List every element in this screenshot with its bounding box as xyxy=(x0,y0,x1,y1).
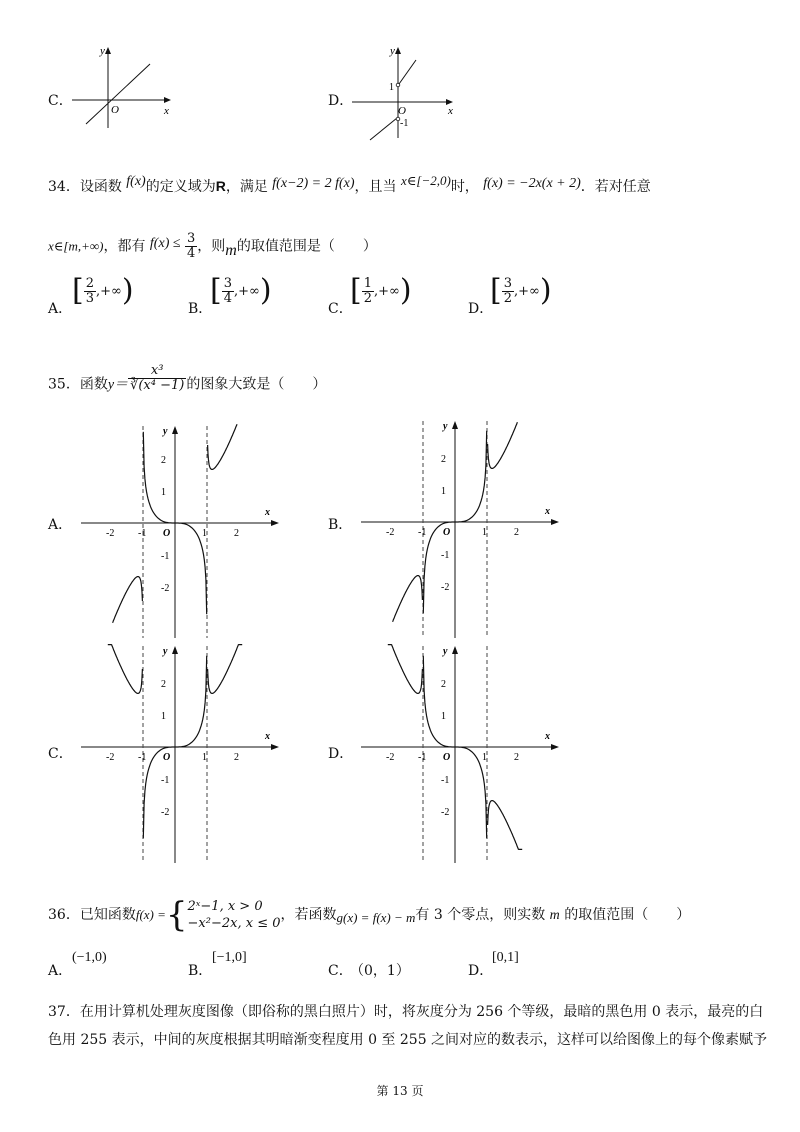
curve-right xyxy=(208,424,237,469)
q37-line2: 色用 255 表示，中间的灰度根据其明暗渐变程度用 0 至 255 之间对应的数表示，这样可以给图像上的每个像素赋予 xyxy=(48,1032,768,1048)
x-axis-arrow xyxy=(271,520,279,526)
x-tick-label: 1 xyxy=(202,752,207,763)
q35-option-c-label: C． xyxy=(48,746,73,762)
x-label: x xyxy=(545,506,550,517)
q36-case1: 2ˣ−1, x > 0 xyxy=(187,899,263,914)
q33-graph-d xyxy=(348,42,463,142)
frac-tail: ,+∞ xyxy=(96,283,122,299)
x-label: x xyxy=(164,105,169,117)
frac-den: 4 xyxy=(223,290,232,306)
q36-text1: 已知函数 xyxy=(79,907,136,923)
frac-num: 2 xyxy=(85,275,94,291)
x-tick-label: -1 xyxy=(418,752,427,763)
q34-text4: ，且当 xyxy=(354,179,397,195)
q35-text1: 函数 xyxy=(79,376,108,393)
q34-line2-d: 的取值范围是（ ） xyxy=(236,238,377,255)
q35-stem xyxy=(48,363,327,399)
curve-left xyxy=(113,577,143,623)
y-tick-label: -2 xyxy=(441,582,450,593)
y-tick-label: -1 xyxy=(161,551,170,562)
y-axis-arrow xyxy=(452,421,458,429)
y-label: y xyxy=(443,646,448,657)
q35-number: 35． xyxy=(48,376,80,393)
x-tick-label: 2 xyxy=(514,752,519,763)
x-label: x xyxy=(265,731,270,742)
q34-cond: x∈[−2,0) xyxy=(401,173,451,188)
q36-text4: 的取值范围（ ） xyxy=(564,907,691,923)
y-axis-arrow xyxy=(172,426,178,434)
q34-text5: 时， xyxy=(450,179,479,195)
y-tick-label: -1 xyxy=(441,550,450,561)
q34-text6: ．若对任意 xyxy=(580,179,651,195)
q36-case2: −x²−2x, x ≤ 0 xyxy=(187,916,281,931)
frac-num: 1 xyxy=(363,275,372,291)
y-tick-label: 1 xyxy=(441,711,446,722)
q36-text2: ，若函数 xyxy=(280,907,337,923)
q35-graph-d xyxy=(355,640,565,865)
origin-label: O xyxy=(163,752,171,763)
y-label: y xyxy=(443,421,448,432)
y-tick-label: 2 xyxy=(161,455,166,466)
q35-option-a-label: A． xyxy=(48,517,73,533)
x-tick-label: -2 xyxy=(106,528,115,539)
q34-text2: 的定义域为 xyxy=(145,179,216,195)
y-tick-label: 2 xyxy=(441,679,446,690)
curve-left xyxy=(388,645,423,694)
q35-graph-b xyxy=(355,415,565,640)
q34-eq2: f(x) = −2x(x + 2) xyxy=(483,176,581,191)
q36-option-d-label: D． xyxy=(468,963,494,979)
q34-ineq: f(x) ≤ xyxy=(149,235,181,251)
q34-options xyxy=(48,273,608,320)
q34-line2-c: ，则 xyxy=(197,238,226,255)
q36-fx-eq: f(x) = xyxy=(135,907,166,922)
x-tick-label: 2 xyxy=(514,527,519,538)
x-tick-label: 1 xyxy=(482,752,487,763)
x-tick-label: -1 xyxy=(138,528,147,539)
x-tick-label: -1 xyxy=(138,752,147,763)
y-tick-label: 2 xyxy=(441,454,446,465)
tick-neg1: -1 xyxy=(400,118,409,129)
origin-label: O xyxy=(163,528,171,539)
q34-option-d-value: [ $\frac{3}{2}$ ,+∞ ) xyxy=(490,273,552,308)
x-tick-label: -2 xyxy=(106,752,115,763)
q34-line2-a: x∈[m,+∞) xyxy=(48,238,104,254)
frac-num: 3 xyxy=(187,231,196,246)
q34-option-b-label: B． xyxy=(188,301,213,317)
q36-text3: 有 3 个零点，则实数 xyxy=(415,907,546,923)
q33-graph-c xyxy=(68,42,178,132)
y-label: y xyxy=(390,45,395,57)
y-tick-label: 2 xyxy=(161,679,166,690)
q36-option-a-label: A． xyxy=(48,963,73,979)
q33-option-d-label: D． xyxy=(328,93,354,109)
y-tick-label: -1 xyxy=(161,775,170,786)
q35-option-d-label: D． xyxy=(328,746,354,762)
y-axis-arrow xyxy=(105,47,111,54)
line-left xyxy=(370,118,397,140)
q35-graph-a xyxy=(75,420,285,640)
q36-gx: g(x) = f(x) − m xyxy=(336,910,416,925)
tick-1: 1 xyxy=(389,82,394,93)
origin-label: O xyxy=(398,105,406,117)
q34-line2-b: ，都有 xyxy=(103,238,146,255)
q35-numerator: x³ xyxy=(128,364,186,379)
x-label: x xyxy=(265,507,270,518)
x-tick-label: 2 xyxy=(234,752,239,763)
x-axis-arrow xyxy=(271,744,279,750)
y-tick-label: 1 xyxy=(441,486,446,497)
q34-R: R xyxy=(215,178,226,194)
q34-m: m xyxy=(225,241,237,259)
origin-label: O xyxy=(443,527,451,538)
q36-option-b-value: [−1,0] xyxy=(212,950,247,965)
q34-option-d-label: D． xyxy=(468,301,494,317)
y-label: y xyxy=(163,646,168,657)
q35-graph-c xyxy=(75,640,285,865)
q34-text3: ，满足 xyxy=(225,179,268,195)
q35-formula xyxy=(128,364,186,393)
x-label: x xyxy=(545,731,550,742)
x-tick-label: 1 xyxy=(482,527,487,538)
q36-option-d-value: [0,1] xyxy=(492,950,519,965)
curve-right xyxy=(488,801,523,850)
y-label: y xyxy=(100,45,105,57)
y-tick-label: -2 xyxy=(441,807,450,818)
q34-line2 xyxy=(48,232,377,261)
frac-tail: ,+∞ xyxy=(374,283,400,299)
q34-ineq-frac xyxy=(185,232,197,261)
curve-left xyxy=(393,576,423,622)
q34-eq1: f(x−2) = 2 f(x) xyxy=(272,176,355,191)
line-right xyxy=(399,60,416,84)
q34-option-c-label: C． xyxy=(328,301,353,317)
x-tick-label: -2 xyxy=(386,527,395,538)
q34-number: 34． xyxy=(48,179,80,195)
q34-text1: 设函数 xyxy=(79,179,122,195)
q34-option-c-value: [ $\frac{1}{2}$ ,+∞ ) xyxy=(350,273,412,308)
y-axis-arrow xyxy=(172,646,178,654)
y-label: y xyxy=(163,426,168,437)
x-axis-arrow xyxy=(551,744,559,750)
curve-right xyxy=(208,645,243,694)
q34-line1 xyxy=(48,173,651,198)
y-tick-label: 1 xyxy=(161,487,166,498)
x-tick-label: 1 xyxy=(202,528,207,539)
q36-stem xyxy=(48,895,691,935)
q36-options xyxy=(48,950,608,980)
frac-den: 3 xyxy=(85,290,94,306)
y-tick-label: 1 xyxy=(161,711,166,722)
q36-cases xyxy=(188,898,281,932)
curve-left xyxy=(108,645,143,694)
q34-option-a-label: A． xyxy=(48,301,73,317)
y-axis-arrow xyxy=(395,47,401,54)
x-tick-label: -1 xyxy=(418,527,427,538)
x-axis-arrow xyxy=(164,97,171,103)
q37-line1: 37．在用计算机处理灰度图像（即俗称的黑白照片）时，将灰度分为 256 个等级，最暗的黑色用 0 表示，最亮的白 xyxy=(48,1004,764,1020)
page-number: 第 13 页 xyxy=(376,1084,424,1098)
q35-denominator: ∛(x⁴ −1) xyxy=(130,378,185,393)
q36-m: m xyxy=(549,908,560,923)
y-axis-arrow xyxy=(452,646,458,654)
origin-label: O xyxy=(443,752,451,763)
q35-text2: 的图象大致是（ ） xyxy=(186,376,327,393)
q36-option-b-label: B． xyxy=(188,963,213,979)
q36-option-c-label: C． xyxy=(328,963,353,979)
x-label: x xyxy=(448,105,453,117)
q35-option-b-label: B． xyxy=(328,517,353,533)
frac-num: 3 xyxy=(223,275,232,291)
q36-option-c-value: （0，1） xyxy=(350,963,410,979)
x-axis-arrow xyxy=(551,519,559,525)
frac-den: 2 xyxy=(363,290,372,306)
q36-brace: { xyxy=(165,895,188,935)
y-tick-label: -1 xyxy=(441,775,450,786)
q35-y-eq: y＝ xyxy=(107,377,129,393)
y-tick-label: -2 xyxy=(161,807,170,818)
q34-fx: f(x) xyxy=(126,174,146,189)
frac-tail: ,+∞ xyxy=(234,283,260,299)
y-tick-label: -2 xyxy=(161,583,170,594)
q34-option-a-value: [ $\frac{2}{3}$ ,+∞ ) xyxy=(72,273,134,308)
curve-right xyxy=(488,422,518,468)
x-tick-label: 2 xyxy=(234,528,239,539)
x-tick-label: -2 xyxy=(386,752,395,763)
frac-tail: ,+∞ xyxy=(514,283,540,299)
origin-label: O xyxy=(111,104,119,116)
frac-den: 2 xyxy=(503,290,512,306)
frac-num: 3 xyxy=(503,275,512,291)
q36-number: 36． xyxy=(48,907,80,923)
frac-den: 4 xyxy=(187,246,196,261)
q36-option-a-value: (−1,0) xyxy=(72,950,107,965)
q34-option-b-value: [ $\frac{3}{4}$ ,+∞ ) xyxy=(210,273,272,308)
q33-option-c-label: C． xyxy=(48,93,73,109)
